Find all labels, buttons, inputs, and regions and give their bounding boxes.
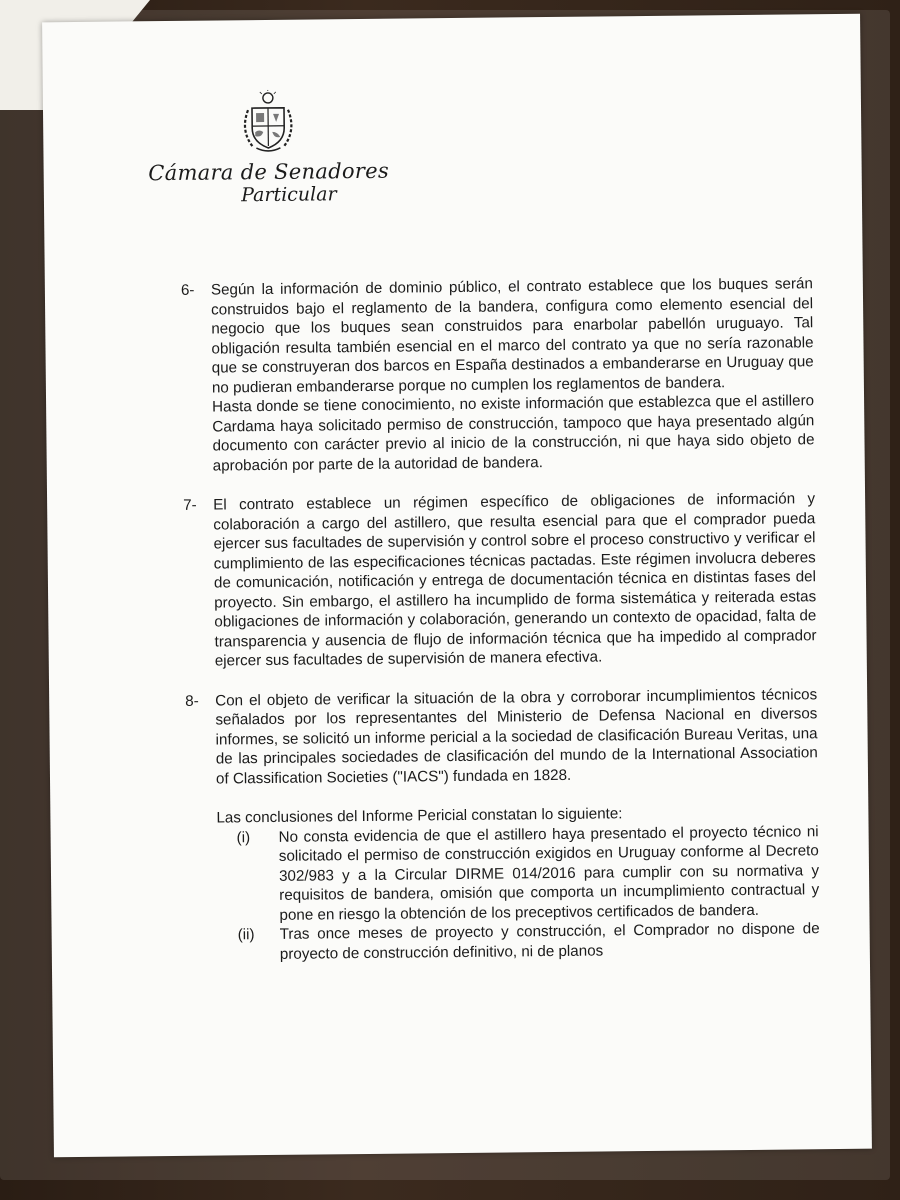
numbered-item-7 <box>183 489 817 671</box>
chamber-title: Cámara de Senadores <box>148 158 390 186</box>
letterhead <box>138 89 399 208</box>
coat-of-arms-icon <box>238 90 299 155</box>
item-paragraph: Con el objeto de verificar la situación de la obra y corroborar incumplimientos técnicos señalados por los representantes del Ministerio de Defensa Nacional en diversos informes, se solicitó un informe pericial a la sociedad de clasificación Bureau Veritas, una de las principales sociedades de clasificación del mundo de la International Association of Classification Societies ("IACS") fundada en 1828. <box>215 685 818 788</box>
item-paragraph: Según la información de dominio público, el contrato establece que los buques serán construidos bajo el reglamento de la bandera, configura como elemento esencial del negocio que los buques sean construidos para enarbolar pabellón uruguayo. Tal obligación resulta también esencial en el marco del contrato ya que no sería razonable que se construyeran dos barcos en España destinados a embanderarse en Uruguay que no pudieran embanderarse porque no cumplen los reglamentos de bandera. <box>210 275 814 397</box>
document-body <box>181 274 820 965</box>
item-paragraph: El contrato establece un régimen específico de obligaciones de información y colaboración a cargo del astillero, que resulta esencial para que el comprador pueda ejercer sus facultades de supervisión y control sobre el proceso constructivo y verificar el cumplimiento de las especificaciones técnicas pactadas. Este régimen involucra deberes de comunicación, notificación y entrega de documentación técnica en distintas fases del proyecto. Sin embargo, el astillero ha incumplido de forma sistemática y reiterada estas obligaciones de información y colaboración, generando un contexto de opacidad, falta de transparencia y ausencia de flujo de información técnica que ha impedido al comprador ejercer sus facultades de supervisión de manera efectiva. <box>213 490 817 670</box>
numbered-item-8 <box>185 685 818 789</box>
conclusion-point-i <box>217 822 820 926</box>
conclusions-intro: Las conclusiones del Informe Pericial constatan lo siguiente: <box>216 805 623 827</box>
item-number: 7- <box>183 496 197 514</box>
numbered-item-6 <box>181 274 815 476</box>
document-page <box>42 14 872 1158</box>
chamber-subtitle: Particular <box>241 183 337 207</box>
item-number: 8- <box>185 692 199 710</box>
item-paragraph: Hasta donde se tiene conocimiento, no existe información que establezca que el astillero Cardama haya solicitado permiso de construcción, tampoco que haya presentado algún documento con carácter previo al inicio de la construcción, ni que haya sido objeto de aprobación por parte de la autoridad de bandera. <box>212 392 815 475</box>
roman-numeral: (i) <box>236 828 251 846</box>
roman-numeral: (ii) <box>237 926 255 944</box>
conclusion-text: No consta evidencia de que el astillero haya presentado el proyecto técnico ni solicitado el permiso de construcción exigidos en Uruguay conforme al Decreto 302/983 y a la Circular DIRME 014/2016 para cumplir con su normativa y requisitos de bandera, omisión que comporta un incumplimiento contractual y pone en riesgo la obtención de los preceptivos certificados de bandera. <box>278 822 820 924</box>
item-number: 6- <box>180 281 195 299</box>
conclusion-text: Tras once meses de proyecto y construcción, el Comprador no dispone de proyecto de construcción definitivo, ni de planos <box>279 920 820 963</box>
conclusion-point-ii <box>218 919 820 964</box>
